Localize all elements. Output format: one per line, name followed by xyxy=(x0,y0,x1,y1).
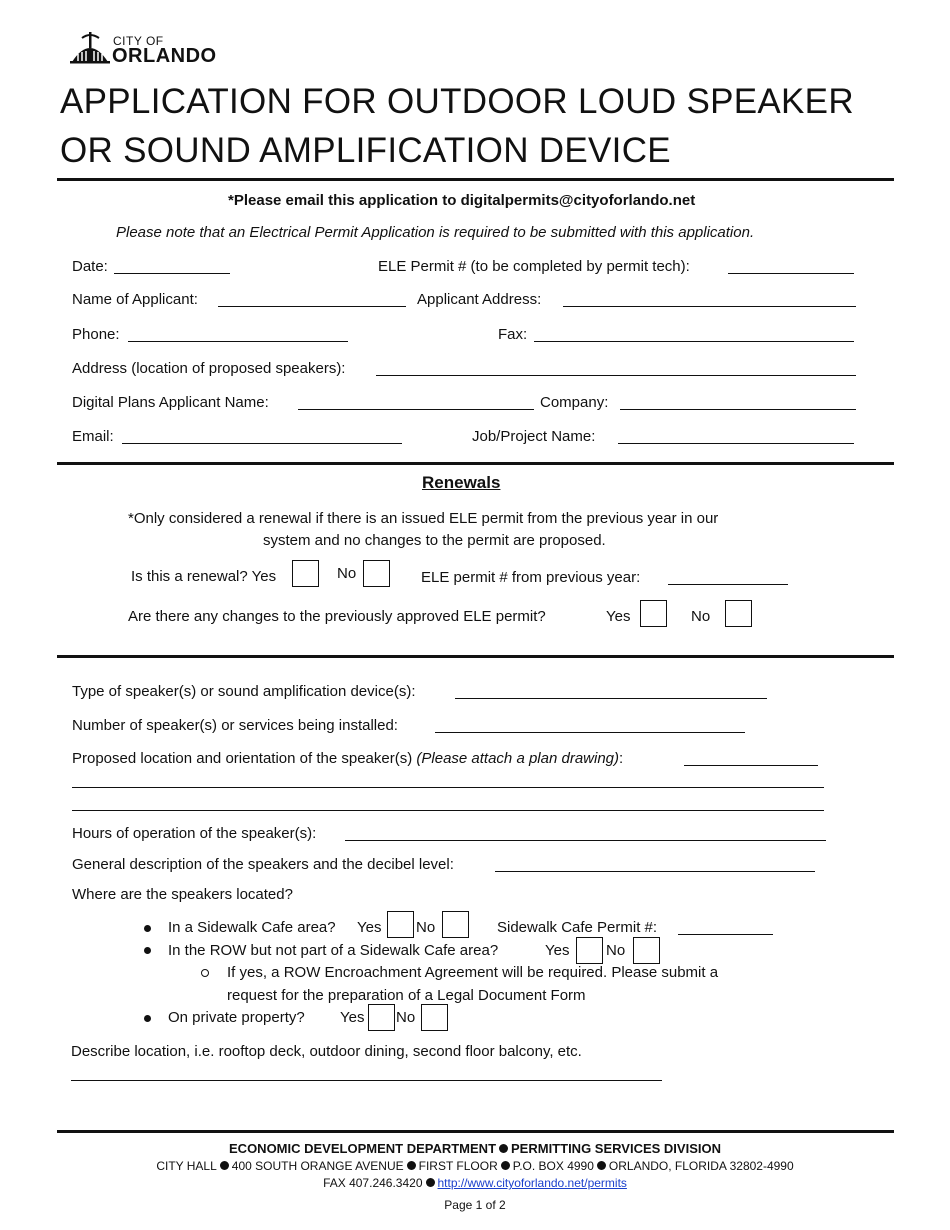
renewals-heading: Renewals xyxy=(422,473,501,492)
footer-division-text: PERMITTING SERVICES DIVISION xyxy=(511,1141,721,1156)
general-description-field[interactable] xyxy=(495,871,815,872)
is-renewal-label: Is this a renewal? Yes xyxy=(131,568,277,585)
renewal-no-label: No xyxy=(337,565,357,582)
logo-text-orlando: ORLANDO xyxy=(112,45,217,67)
row-yes-label: Yes xyxy=(545,942,570,959)
divider xyxy=(57,1130,894,1133)
speaker-type-label: Type of speaker(s) or sound amplification device(s): xyxy=(72,683,416,700)
applicant-address-field[interactable] xyxy=(563,306,856,307)
separator-dot xyxy=(499,1144,508,1153)
renewal-no-checkbox[interactable] xyxy=(363,560,390,587)
speaker-number-label: Number of speaker(s) or services being installed: xyxy=(72,717,398,734)
row-no-checkbox[interactable] xyxy=(633,937,660,964)
renewal-note-line2: system and no changes to the permit are proposed. xyxy=(263,532,606,549)
email-notice xyxy=(228,192,695,209)
city-of-orlando-logo-icon xyxy=(70,32,110,64)
phone-label: Phone: xyxy=(72,326,120,343)
sidewalk-permit-field[interactable] xyxy=(678,934,773,935)
asterisk: * xyxy=(228,192,234,209)
private-no-checkbox[interactable] xyxy=(421,1004,448,1031)
separator-dot xyxy=(407,1161,416,1170)
private-yes-label: Yes xyxy=(340,1009,365,1026)
row-no-label: No xyxy=(606,942,626,959)
address-location-label: Address (location of proposed speakers): xyxy=(72,360,346,377)
ele-permit-label: ELE Permit # (to be completed by permit tech): xyxy=(378,258,690,275)
footer-department xyxy=(0,1141,950,1156)
footer-po-box: P.O. BOX 4990 xyxy=(512,1159,594,1173)
page-title-line1: APPLICATION FOR OUTDOOR LOUD SPEAKER xyxy=(60,82,854,121)
footer-city-state: ORLANDO, FLORIDA 32802-4990 xyxy=(608,1159,794,1173)
renewal-note-line1 xyxy=(128,510,718,527)
page-number: Page 1 of 2 xyxy=(444,1198,506,1212)
phone-field[interactable] xyxy=(128,341,348,342)
email-label: Email: xyxy=(72,428,114,445)
sub-bullet xyxy=(201,969,209,977)
footer-contact xyxy=(0,1176,950,1190)
describe-location-field[interactable] xyxy=(71,1080,662,1081)
general-description-label: General description of the speakers and the decibel level: xyxy=(72,856,454,873)
applicant-address-label: Applicant Address: xyxy=(417,291,542,308)
location-orientation-field[interactable] xyxy=(684,765,818,766)
location-orientation-text: Proposed location and orientation of the speaker(s) xyxy=(72,750,413,767)
colon: : xyxy=(619,750,624,767)
row-note-line1: If yes, a ROW Encroachment Agreement will be required. Please submit a xyxy=(227,964,719,981)
job-project-field[interactable] xyxy=(618,443,854,444)
bullet xyxy=(144,1015,151,1022)
private-no-label: No xyxy=(396,1009,416,1026)
footer-street: 400 SOUTH ORANGE AVENUE xyxy=(231,1159,404,1173)
hours-field[interactable] xyxy=(345,840,826,841)
prev-permit-field[interactable] xyxy=(668,584,788,585)
divider xyxy=(57,178,894,181)
location-orientation-field-line3[interactable] xyxy=(72,810,824,811)
bullet xyxy=(144,947,151,954)
renewal-yes-checkbox[interactable] xyxy=(292,560,319,587)
where-located-label: Where are the speakers located? xyxy=(72,886,293,903)
private-property-label: On private property? xyxy=(168,1009,305,1026)
sidewalk-no-label: No xyxy=(416,919,436,936)
footer-city-hall: CITY HALL xyxy=(156,1159,217,1173)
location-orientation-field-line2[interactable] xyxy=(72,787,824,788)
sidewalk-yes-label: Yes xyxy=(357,919,382,936)
changes-question: Are there any changes to the previously approved ELE permit? xyxy=(128,608,546,625)
changes-no-checkbox[interactable] xyxy=(725,600,752,627)
separator-dot xyxy=(501,1161,510,1170)
prev-permit-label: ELE permit # from previous year: xyxy=(421,569,641,586)
speaker-type-field[interactable] xyxy=(455,698,767,699)
separator-dot xyxy=(426,1178,435,1187)
applicant-name-field[interactable] xyxy=(218,306,406,307)
date-label: Date: xyxy=(72,258,108,275)
electrical-permit-note: Please note that an Electrical Permit Application is required to be submitted with this application. xyxy=(116,224,755,241)
company-label: Company: xyxy=(540,394,609,411)
address-location-field[interactable] xyxy=(376,375,856,376)
row-note-line2: request for the preparation of a Legal Document Form xyxy=(227,987,586,1004)
hours-label: Hours of operation of the speaker(s): xyxy=(72,825,317,842)
renewal-note-text: Only considered a renewal if there is an issued ELE permit from the previous year in our xyxy=(133,510,719,527)
changes-yes-label: Yes xyxy=(606,608,631,625)
digital-plans-name-label: Digital Plans Applicant Name: xyxy=(72,394,269,411)
divider xyxy=(57,462,894,465)
sidewalk-permit-label: Sidewalk Cafe Permit #: xyxy=(497,919,658,936)
speaker-number-field[interactable] xyxy=(435,732,745,733)
asterisk: * xyxy=(128,510,134,527)
digital-plans-name-field[interactable] xyxy=(298,409,534,410)
row-yes-checkbox[interactable] xyxy=(576,937,603,964)
footer-fax: FAX 407.246.3420 xyxy=(323,1176,423,1190)
attach-plan-note: (Please attach a plan drawing) xyxy=(416,750,620,767)
row-label: In the ROW but not part of a Sidewalk Cafe area? xyxy=(168,942,499,959)
private-yes-checkbox[interactable] xyxy=(368,1004,395,1031)
location-orientation-label xyxy=(72,750,623,767)
date-field[interactable] xyxy=(114,273,230,274)
footer-address xyxy=(0,1159,950,1173)
footer-permits-link[interactable]: http://www.cityoforlando.net/permits xyxy=(437,1176,627,1190)
footer-dept-text: ECONOMIC DEVELOPMENT DEPARTMENT xyxy=(229,1141,497,1156)
fax-field[interactable] xyxy=(534,341,854,342)
separator-dot xyxy=(597,1161,606,1170)
ele-permit-field[interactable] xyxy=(728,273,854,274)
company-field[interactable] xyxy=(620,409,856,410)
separator-dot xyxy=(220,1161,229,1170)
job-project-label: Job/Project Name: xyxy=(472,428,596,445)
email-notice-text: Please email this application to digitalpermits@cityoforlando.net xyxy=(233,192,696,209)
footer-floor: FIRST FLOOR xyxy=(418,1159,498,1173)
sidewalk-yes-checkbox[interactable] xyxy=(387,911,414,938)
logo-text-city-of: CITY OF xyxy=(113,34,164,48)
changes-yes-checkbox[interactable] xyxy=(640,600,667,627)
email-field[interactable] xyxy=(122,443,402,444)
bullet xyxy=(144,925,151,932)
changes-no-label: No xyxy=(691,608,711,625)
applicant-name-label: Name of Applicant: xyxy=(72,291,198,308)
describe-location-label: Describe location, i.e. rooftop deck, outdoor dining, second floor balcony, etc. xyxy=(71,1043,582,1060)
fax-label: Fax: xyxy=(498,326,528,343)
sidewalk-cafe-label: In a Sidewalk Cafe area? xyxy=(168,919,336,936)
divider xyxy=(57,655,894,658)
sidewalk-no-checkbox[interactable] xyxy=(442,911,469,938)
page-title-line2: OR SOUND AMPLIFICATION DEVICE xyxy=(60,131,671,170)
